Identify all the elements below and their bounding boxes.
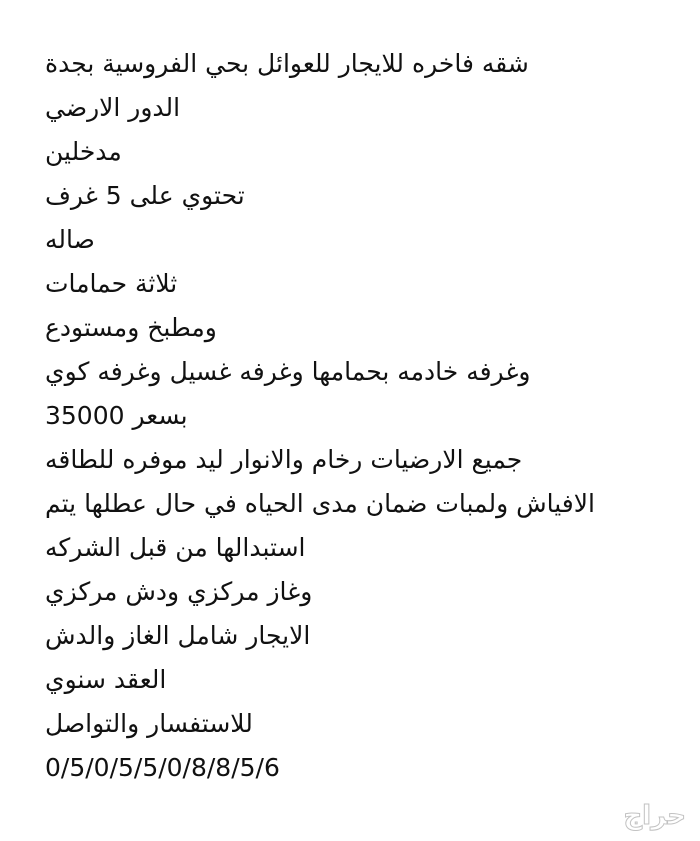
note-line-price: بسعر 35000 xyxy=(45,401,188,430)
note-line-floor: الدور الارضي xyxy=(45,93,181,122)
note-line-contract: العقد سنوي xyxy=(45,665,167,694)
note-line-warranty: الافياش ولمبات ضمان مدى الحياه في حال عطلها يتم xyxy=(45,489,595,518)
note-line-entrances: مدخلين xyxy=(45,137,122,166)
note-line-rent-includes: الايجار شامل الغاز والدش xyxy=(45,621,311,650)
note-line-gas: وغاز مركزي ودش مركزي xyxy=(45,577,313,606)
note-line-rooms: تحتوي على 5 غرف xyxy=(45,181,245,210)
note-line-replacement: استبدالها من قبل الشركه xyxy=(45,533,306,562)
note-line-kitchen: ومطبخ ومستودع xyxy=(45,313,217,342)
note-line-title: شقه فاخره للايجار للعوائل بحي الفروسية بجدة xyxy=(45,49,529,78)
note-line-inquiry: للاستفسار والتواصل xyxy=(45,709,253,738)
note-line-extra-rooms: وغرفه خادمه بحمامها وغرفه غسيل وغرفه كوي xyxy=(45,357,531,386)
note-line-hall: صاله xyxy=(45,225,95,254)
note-body xyxy=(45,42,665,790)
haraj-watermark-logo: حراج xyxy=(623,801,686,831)
note-line-floors-lights: جميع الارضيات رخام والانوار ليد موفره للطاقه xyxy=(45,445,523,474)
note-line-bathrooms: ثلاثة حمامات xyxy=(45,269,178,298)
note-line-phone: 0/5/0/5/5/0/8/8/5/6 xyxy=(45,753,280,782)
